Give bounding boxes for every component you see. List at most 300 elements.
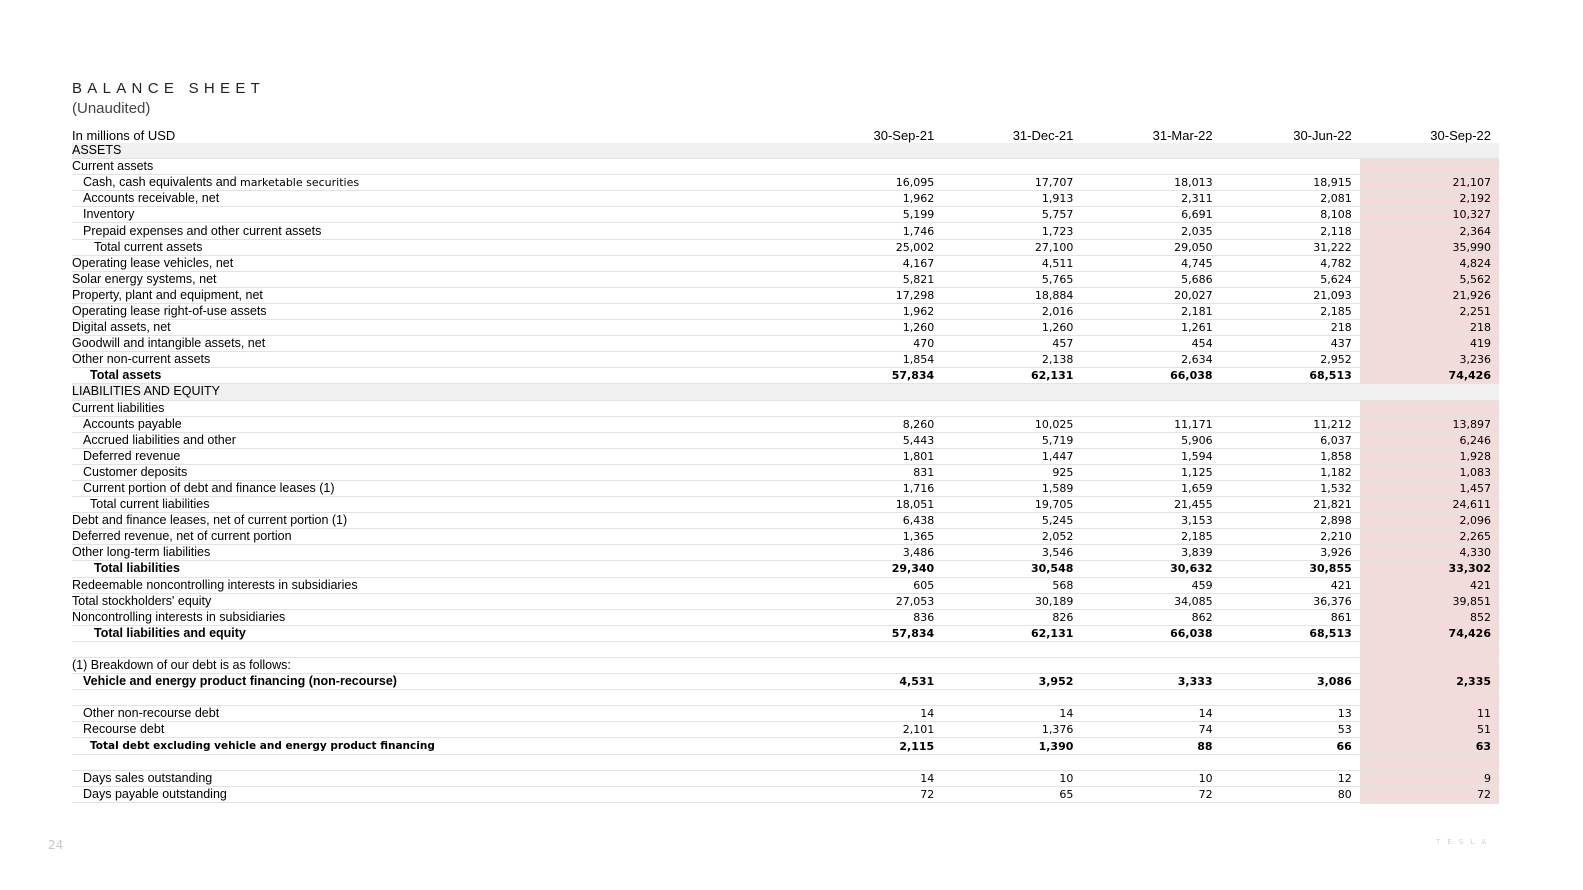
table-row (72, 529, 1499, 545)
row-label: Total liabilities and equity (72, 625, 803, 641)
cell-value (803, 143, 942, 159)
table-row (72, 368, 1499, 384)
cell-value: 17,707 (942, 175, 1081, 191)
cell-value: 33,302 (1360, 561, 1499, 577)
cell-value: 27,053 (803, 593, 942, 609)
row-label: Operating lease vehicles, net (72, 255, 803, 271)
cell-value: 862 (1081, 609, 1220, 625)
cell-value: 1,962 (803, 303, 942, 319)
cell-value: 74 (1081, 722, 1220, 738)
cell-value: 1,659 (1081, 480, 1220, 496)
cell-value: 27,100 (942, 239, 1081, 255)
cell-value: 1,801 (803, 448, 942, 464)
table-row (72, 674, 1499, 690)
cell-value: 2,081 (1221, 191, 1360, 207)
cell-value: 1,447 (942, 448, 1081, 464)
cell-value: 3,236 (1360, 352, 1499, 368)
cell-value: 66,038 (1081, 368, 1220, 384)
table-row (72, 448, 1499, 464)
cell-value (803, 384, 942, 400)
table-row (72, 593, 1499, 609)
cell-value (803, 400, 942, 416)
section-row (72, 384, 1499, 400)
cell-value: 218 (1221, 320, 1360, 336)
cell-value: 10 (942, 770, 1081, 786)
cell-value: 1,083 (1360, 464, 1499, 480)
cell-value: 16,095 (803, 175, 942, 191)
cell-value: 53 (1221, 722, 1360, 738)
table-row (72, 497, 1499, 513)
spacer-row (72, 754, 1499, 770)
column-header: 31-Dec-21 (1012, 127, 1074, 143)
cell-value (1221, 143, 1360, 159)
cell-value: 39,851 (1360, 593, 1499, 609)
column-header: 30-Jun-22 (1293, 127, 1352, 143)
cell-value (1081, 159, 1220, 175)
row-label: Cash, cash equivalents and marketable securities (72, 175, 803, 191)
table-row (72, 561, 1499, 577)
page-subtitle: (Unaudited) (72, 100, 151, 117)
cell-value: 5,199 (803, 207, 942, 223)
cell-value (1081, 658, 1220, 674)
cell-value: 68,513 (1221, 368, 1360, 384)
row-label: Customer deposits (72, 464, 803, 480)
cell-value: 3,926 (1221, 545, 1360, 561)
cell-value: 13,897 (1360, 416, 1499, 432)
table-row (72, 545, 1499, 561)
cell-value (942, 690, 1081, 706)
cell-value: 4,531 (803, 674, 942, 690)
row-label: Vehicle and energy product financing (non-recourse) (72, 674, 803, 690)
cell-value: 1,182 (1221, 464, 1360, 480)
cell-value: 1,261 (1081, 320, 1220, 336)
cell-value: 34,085 (1081, 593, 1220, 609)
cell-value: 1,390 (942, 738, 1081, 754)
cell-value (803, 754, 942, 770)
cell-value: 4,824 (1360, 255, 1499, 271)
cell-value: 1,376 (942, 722, 1081, 738)
cell-value: 3,153 (1081, 513, 1220, 529)
cell-value: 2,181 (1081, 303, 1220, 319)
cell-value (1081, 400, 1220, 416)
cell-value (1360, 658, 1499, 674)
row-label (72, 641, 803, 657)
cell-value: 4,330 (1360, 545, 1499, 561)
cell-value: 6,438 (803, 513, 942, 529)
cell-value (942, 400, 1081, 416)
page-number: 24 (48, 838, 64, 852)
table-row (72, 239, 1499, 255)
table-header-row (72, 127, 1499, 143)
cell-value: 18,051 (803, 497, 942, 513)
cell-value: 826 (942, 609, 1081, 625)
cell-value (1221, 641, 1360, 657)
table-row (72, 416, 1499, 432)
table-row (72, 577, 1499, 593)
row-label: Total debt excluding vehicle and energy product financing (72, 738, 803, 754)
cell-value: 1,532 (1221, 480, 1360, 496)
cell-value: 14 (803, 706, 942, 722)
cell-value: 5,757 (942, 207, 1081, 223)
cell-value: 1,962 (803, 191, 942, 207)
row-label: Current assets (72, 159, 803, 175)
cell-value: 5,719 (942, 432, 1081, 448)
cell-value: 29,340 (803, 561, 942, 577)
cell-value: 63 (1360, 738, 1499, 754)
table-row (72, 738, 1499, 754)
table-row (72, 432, 1499, 448)
cell-value: 5,906 (1081, 432, 1220, 448)
table-row (72, 175, 1499, 191)
cell-value: 57,834 (803, 368, 942, 384)
cell-value: 1,260 (942, 320, 1081, 336)
cell-value: 36,376 (1221, 593, 1360, 609)
cell-value: 35,990 (1360, 239, 1499, 255)
cell-value: 72 (1360, 786, 1499, 802)
cell-value: 218 (1360, 320, 1499, 336)
cell-value: 21,455 (1081, 497, 1220, 513)
cell-value (803, 641, 942, 657)
cell-value: 2,251 (1360, 303, 1499, 319)
balance-sheet-table (72, 127, 1499, 803)
cell-value: 3,086 (1221, 674, 1360, 690)
table-row (72, 464, 1499, 480)
row-label: Days payable outstanding (72, 786, 803, 802)
cell-value: 21,107 (1360, 175, 1499, 191)
cell-value (1081, 641, 1220, 657)
table-row (72, 625, 1499, 641)
cell-value: 1,928 (1360, 448, 1499, 464)
cell-value: 1,260 (803, 320, 942, 336)
cell-value: 861 (1221, 609, 1360, 625)
unit-label: In millions of USD (72, 127, 176, 143)
row-label: Total liabilities (72, 561, 803, 577)
cell-value (1221, 400, 1360, 416)
cell-value: 30,189 (942, 593, 1081, 609)
cell-value: 2,052 (942, 529, 1081, 545)
cell-value: 3,333 (1081, 674, 1220, 690)
cell-value: 10,327 (1360, 207, 1499, 223)
cell-value (1360, 384, 1499, 400)
table-row (72, 480, 1499, 496)
cell-value: 1,125 (1081, 464, 1220, 480)
table-row (72, 706, 1499, 722)
cell-value (1360, 690, 1499, 706)
cell-value: 3,486 (803, 545, 942, 561)
cell-value: 21,093 (1221, 287, 1360, 303)
cell-value (1081, 384, 1220, 400)
cell-value: 2,185 (1081, 529, 1220, 545)
cell-value: 13 (1221, 706, 1360, 722)
cell-value (1081, 143, 1220, 159)
cell-value: 10 (1081, 770, 1220, 786)
row-label: Other long-term liabilities (72, 545, 803, 561)
row-label: Current portion of debt and finance leases (1) (72, 480, 803, 496)
cell-value: 836 (803, 609, 942, 625)
row-label: Total current liabilities (72, 497, 803, 513)
cell-value: 74,426 (1360, 625, 1499, 641)
cell-value: 66 (1221, 738, 1360, 754)
table-row (72, 722, 1499, 738)
cell-value: 831 (803, 464, 942, 480)
cell-value (1221, 754, 1360, 770)
row-label: Redeemable noncontrolling interests in subsidiaries (72, 577, 803, 593)
cell-value: 18,915 (1221, 175, 1360, 191)
row-label: Solar energy systems, net (72, 271, 803, 287)
cell-value: 18,884 (942, 287, 1081, 303)
cell-value: 2,265 (1360, 529, 1499, 545)
column-header: 30-Sep-22 (1430, 127, 1491, 143)
cell-value: 65 (942, 786, 1081, 802)
cell-value: 6,691 (1081, 207, 1220, 223)
cell-value: 80 (1221, 786, 1360, 802)
cell-value: 1,858 (1221, 448, 1360, 464)
cell-value (1360, 143, 1499, 159)
cell-value: 457 (942, 336, 1081, 352)
cell-value: 8,108 (1221, 207, 1360, 223)
cell-value: 14 (942, 706, 1081, 722)
cell-value: 1,594 (1081, 448, 1220, 464)
cell-value: 51 (1360, 722, 1499, 738)
cell-value: 30,548 (942, 561, 1081, 577)
row-label: Operating lease right-of-use assets (72, 303, 803, 319)
cell-value (942, 143, 1081, 159)
cell-value: 20,027 (1081, 287, 1220, 303)
row-label: Total current assets (72, 239, 803, 255)
cell-value: 17,298 (803, 287, 942, 303)
cell-value: 459 (1081, 577, 1220, 593)
table-row (72, 658, 1499, 674)
table-row (72, 400, 1499, 416)
cell-value: 2,118 (1221, 223, 1360, 239)
table-row (72, 352, 1499, 368)
cell-value: 1,854 (803, 352, 942, 368)
cell-value: 3,546 (942, 545, 1081, 561)
cell-value: 419 (1360, 336, 1499, 352)
cell-value: 8,260 (803, 416, 942, 432)
cell-value: 852 (1360, 609, 1499, 625)
cell-value: 2,035 (1081, 223, 1220, 239)
cell-value: 2,364 (1360, 223, 1499, 239)
cell-value: 30,855 (1221, 561, 1360, 577)
cell-value: 72 (1081, 786, 1220, 802)
cell-value: 568 (942, 577, 1081, 593)
cell-value (803, 159, 942, 175)
cell-value (942, 754, 1081, 770)
cell-value (942, 641, 1081, 657)
cell-value (1221, 159, 1360, 175)
cell-value: 470 (803, 336, 942, 352)
cell-value (942, 384, 1081, 400)
cell-value: 3,839 (1081, 545, 1220, 561)
cell-value: 72 (803, 786, 942, 802)
cell-value: 21,821 (1221, 497, 1360, 513)
cell-value (1081, 754, 1220, 770)
row-label: Total stockholders' equity (72, 593, 803, 609)
table-row (72, 609, 1499, 625)
row-label: LIABILITIES AND EQUITY (72, 384, 803, 400)
cell-value: 1,365 (803, 529, 942, 545)
row-label: Goodwill and intangible assets, net (72, 336, 803, 352)
row-label: Prepaid expenses and other current assets (72, 223, 803, 239)
cell-value: 5,443 (803, 432, 942, 448)
page-title: BALANCE SHEET (72, 80, 266, 97)
table-row (72, 223, 1499, 239)
cell-value: 31,222 (1221, 239, 1360, 255)
row-label (72, 690, 803, 706)
cell-value: 18,013 (1081, 175, 1220, 191)
cell-value: 2,115 (803, 738, 942, 754)
row-label: Debt and finance leases, net of current portion (1) (72, 513, 803, 529)
row-label: (1) Breakdown of our debt is as follows: (72, 658, 803, 674)
cell-value (1360, 159, 1499, 175)
cell-value: 1,589 (942, 480, 1081, 496)
row-label: Deferred revenue (72, 448, 803, 464)
cell-value: 2,185 (1221, 303, 1360, 319)
cell-value: 30,632 (1081, 561, 1220, 577)
table-row (72, 287, 1499, 303)
table-row (72, 513, 1499, 529)
cell-value (1081, 690, 1220, 706)
cell-value: 605 (803, 577, 942, 593)
row-label: Recourse debt (72, 722, 803, 738)
cell-value: 5,562 (1360, 271, 1499, 287)
cell-value: 11 (1360, 706, 1499, 722)
table-row (72, 770, 1499, 786)
table-row (72, 303, 1499, 319)
brand-logo: TESLA (1436, 838, 1493, 846)
cell-value: 2,634 (1081, 352, 1220, 368)
cell-value: 1,457 (1360, 480, 1499, 496)
row-label: Digital assets, net (72, 320, 803, 336)
cell-value: 14 (803, 770, 942, 786)
row-label: Property, plant and equipment, net (72, 287, 803, 303)
cell-value: 14 (1081, 706, 1220, 722)
cell-value: 2,210 (1221, 529, 1360, 545)
cell-value: 24,611 (1360, 497, 1499, 513)
cell-value (803, 658, 942, 674)
cell-value: 3,952 (942, 674, 1081, 690)
cell-value: 25,002 (803, 239, 942, 255)
row-label: Other non-current assets (72, 352, 803, 368)
cell-value: 57,834 (803, 625, 942, 641)
column-header: 30-Sep-21 (873, 127, 935, 143)
cell-value: 2,952 (1221, 352, 1360, 368)
row-label: Accounts payable (72, 416, 803, 432)
cell-value: 6,246 (1360, 432, 1499, 448)
cell-value: 1,716 (803, 480, 942, 496)
cell-value: 5,686 (1081, 271, 1220, 287)
cell-value: 62,131 (942, 368, 1081, 384)
row-label: Accounts receivable, net (72, 191, 803, 207)
cell-value: 925 (942, 464, 1081, 480)
cell-value: 421 (1221, 577, 1360, 593)
row-label (72, 754, 803, 770)
cell-value: 6,037 (1221, 432, 1360, 448)
cell-value (803, 690, 942, 706)
row-label: Noncontrolling interests in subsidiaries (72, 609, 803, 625)
cell-value: 2,335 (1360, 674, 1499, 690)
row-label: Accrued liabilities and other (72, 432, 803, 448)
cell-value: 2,898 (1221, 513, 1360, 529)
cell-value: 5,821 (803, 271, 942, 287)
cell-value: 9 (1360, 770, 1499, 786)
cell-value: 1,746 (803, 223, 942, 239)
row-label: Other non-recourse debt (72, 706, 803, 722)
cell-value: 2,016 (942, 303, 1081, 319)
cell-value: 5,765 (942, 271, 1081, 287)
cell-value: 2,311 (1081, 191, 1220, 207)
cell-value (942, 658, 1081, 674)
row-label: Inventory (72, 207, 803, 223)
cell-value: 5,624 (1221, 271, 1360, 287)
cell-value: 4,745 (1081, 255, 1220, 271)
cell-value: 421 (1360, 577, 1499, 593)
cell-value: 454 (1081, 336, 1220, 352)
table-row (72, 786, 1499, 802)
table-row (72, 159, 1499, 175)
table-row (72, 207, 1499, 223)
row-label: Days sales outstanding (72, 770, 803, 786)
cell-value: 19,705 (942, 497, 1081, 513)
cell-value: 4,511 (942, 255, 1081, 271)
cell-value: 74,426 (1360, 368, 1499, 384)
cell-value (1360, 400, 1499, 416)
cell-value (1221, 658, 1360, 674)
row-label: Current liabilities (72, 400, 803, 416)
spacer-row (72, 690, 1499, 706)
cell-value: 1,723 (942, 223, 1081, 239)
cell-value: 1,913 (942, 191, 1081, 207)
table-row (72, 271, 1499, 287)
cell-value (942, 159, 1081, 175)
cell-value: 21,926 (1360, 287, 1499, 303)
cell-value: 2,192 (1360, 191, 1499, 207)
cell-value (1221, 384, 1360, 400)
cell-value: 437 (1221, 336, 1360, 352)
cell-value: 11,171 (1081, 416, 1220, 432)
cell-value: 62,131 (942, 625, 1081, 641)
table-row (72, 320, 1499, 336)
cell-value: 88 (1081, 738, 1220, 754)
cell-value (1221, 690, 1360, 706)
row-label: Deferred revenue, net of current portion (72, 529, 803, 545)
column-header: 31-Mar-22 (1152, 127, 1213, 143)
row-label: Total assets (72, 368, 803, 384)
cell-value: 10,025 (942, 416, 1081, 432)
table-row (72, 336, 1499, 352)
section-row (72, 143, 1499, 159)
cell-value: 2,096 (1360, 513, 1499, 529)
row-label: ASSETS (72, 143, 803, 159)
cell-value: 68,513 (1221, 625, 1360, 641)
cell-value: 2,138 (942, 352, 1081, 368)
cell-value: 12 (1221, 770, 1360, 786)
cell-value: 4,167 (803, 255, 942, 271)
cell-value (1360, 641, 1499, 657)
spacer-row (72, 641, 1499, 657)
table-row (72, 255, 1499, 271)
cell-value: 2,101 (803, 722, 942, 738)
cell-value: 4,782 (1221, 255, 1360, 271)
table-body (72, 143, 1499, 802)
cell-value: 11,212 (1221, 416, 1360, 432)
cell-value: 5,245 (942, 513, 1081, 529)
table-row (72, 191, 1499, 207)
cell-value: 29,050 (1081, 239, 1220, 255)
cell-value (1360, 754, 1499, 770)
cell-value: 66,038 (1081, 625, 1220, 641)
